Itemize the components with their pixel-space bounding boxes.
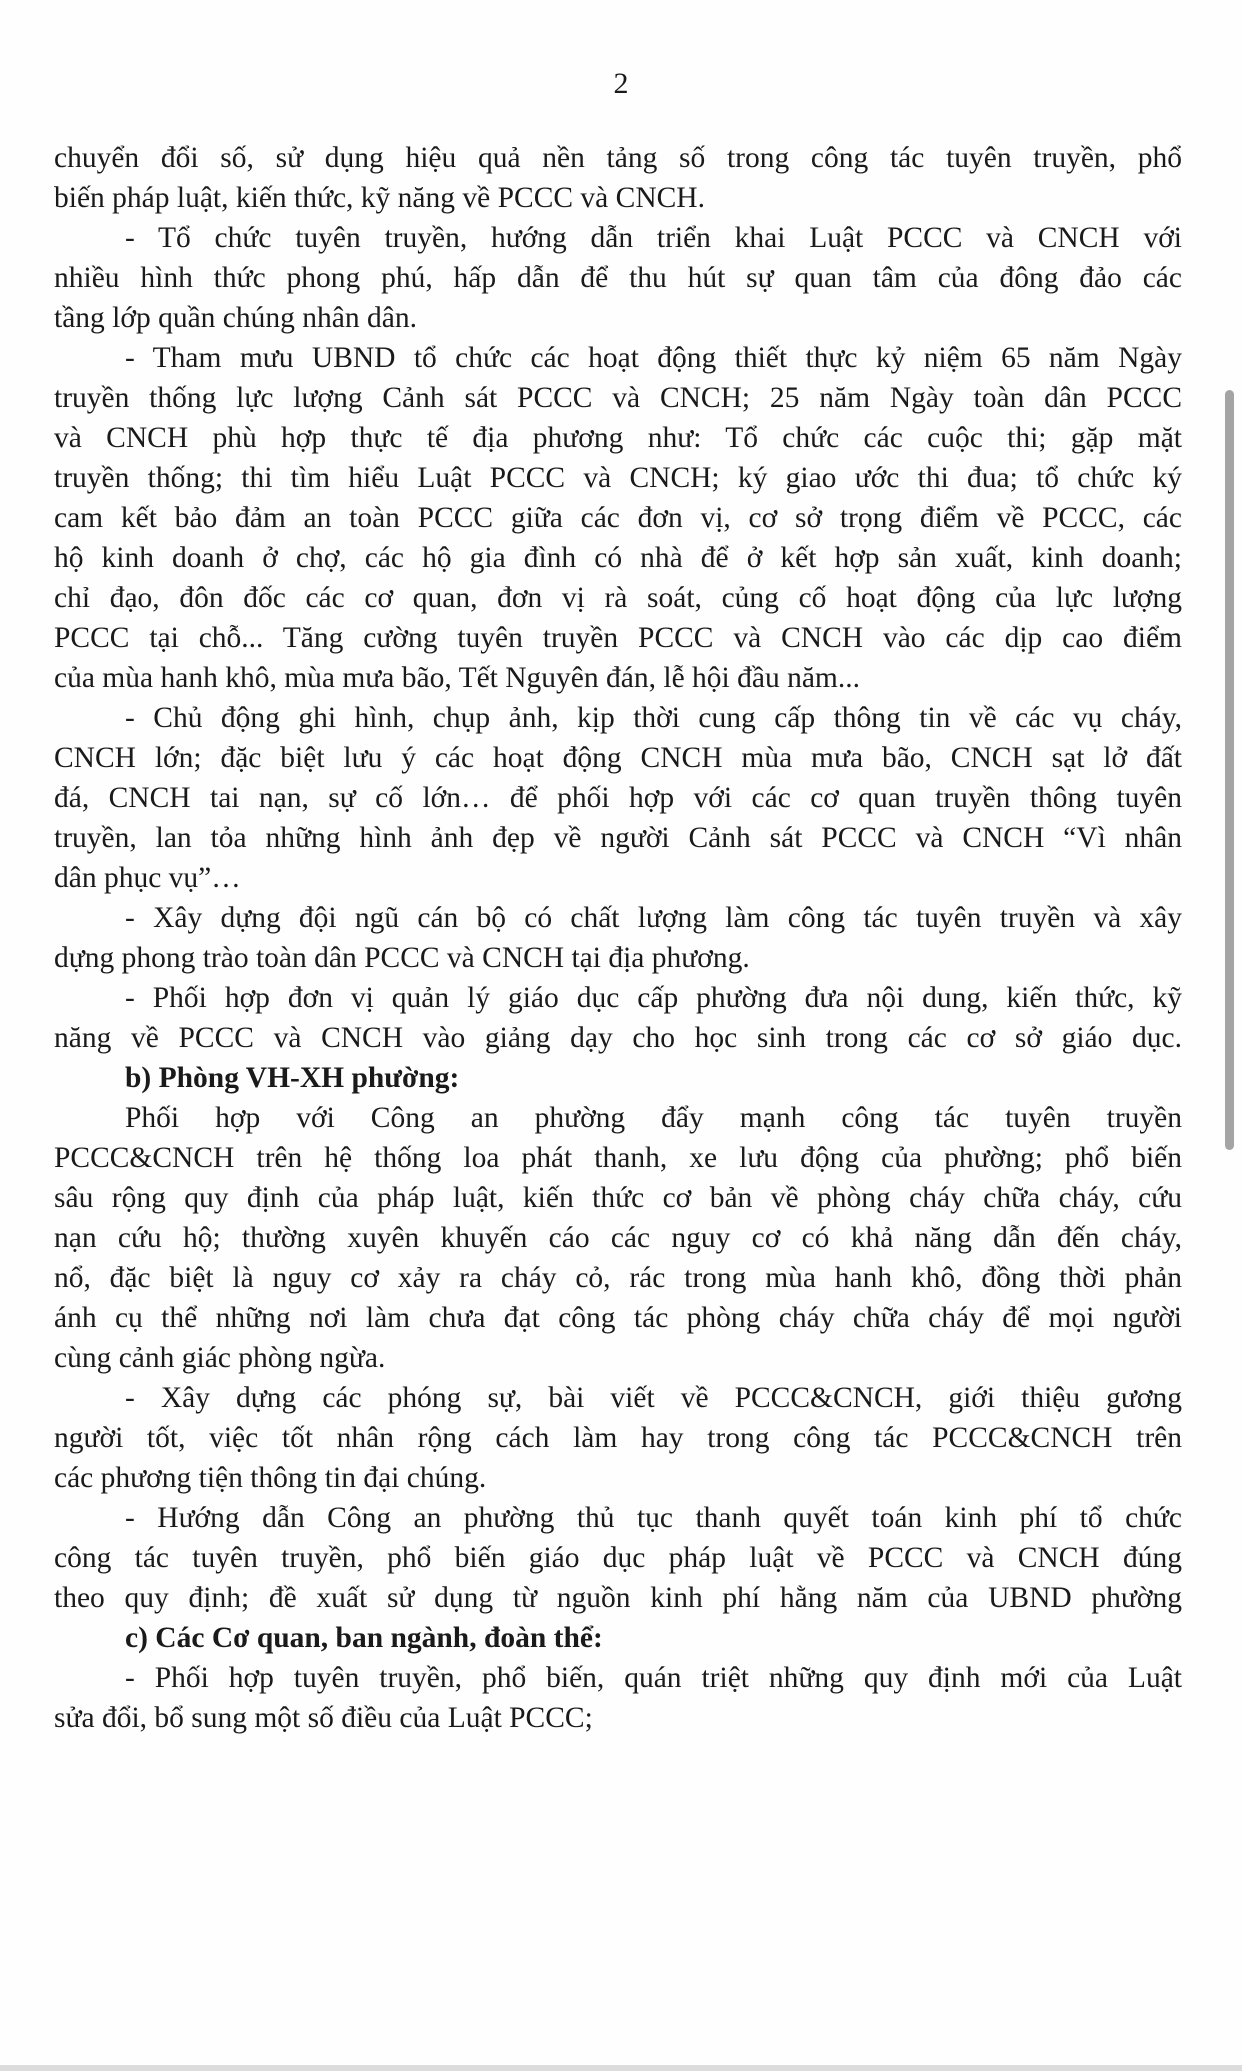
text-line: biến pháp luật, kiến thức, kỹ năng về PCCC và CNCH. (54, 182, 705, 214)
text-line: truyền thống lực lượng Cảnh sát PCCC và CNCH; 25 năm Ngày toàn dân PCCC (54, 382, 1182, 414)
text-line: cùng cảnh giác phòng ngừa. (54, 1342, 386, 1374)
text-line: công tác tuyên truyền, phổ biến giáo dục pháp luật về PCCC và CNCH đúng (54, 1542, 1182, 1574)
text-line: chuyển đổi số, sử dụng hiệu quả nền tảng số trong công tác tuyên truyền, phổ (54, 142, 1182, 174)
text-line: - Xây dựng đội ngũ cán bộ có chất lượng làm công tác tuyên truyền và xây (125, 902, 1182, 934)
text-line: sâu rộng quy định của pháp luật, kiến thức cơ bản về phòng cháy chữa cháy, cứu (54, 1182, 1182, 1214)
text-line: PCCC tại chỗ... Tăng cường tuyên truyền PCCC và CNCH vào các dịp cao điểm (54, 622, 1182, 654)
text-line: năng về PCCC và CNCH vào giảng dạy cho học sinh trong các cơ sở giáo dục. (54, 1022, 1182, 1054)
section-heading: b) Phòng VH-XH phường: (125, 1062, 460, 1094)
text-line: cam kết bảo đảm an toàn PCCC giữa các đơn vị, cơ sở trọng điểm về PCCC, các (54, 502, 1182, 534)
text-line: ánh cụ thể những nơi làm chưa đạt công tác phòng cháy chữa cháy để mọi người (54, 1302, 1182, 1334)
text-line: nổ, đặc biệt là nguy cơ xảy ra cháy cỏ, rác trong mùa hanh khô, đồng thời phản (54, 1262, 1182, 1294)
text-line: nhiều hình thức phong phú, hấp dẫn để thu hút sự quan tâm của đông đảo các (54, 262, 1182, 294)
text-line: truyền, lan tỏa những hình ảnh đẹp về người Cảnh sát PCCC và CNCH “Vì nhân (54, 822, 1182, 854)
text-line: nạn cứu hộ; thường xuyên khuyến cáo các nguy cơ có khả năng dẫn đến cháy, (54, 1222, 1182, 1254)
text-line: tầng lớp quần chúng nhân dân. (54, 302, 417, 334)
text-line: của mùa hanh khô, mùa mưa bão, Tết Nguyên đán, lễ hội đầu năm... (54, 662, 860, 694)
text-line: - Xây dựng các phóng sự, bài viết về PCCC&CNCH, giới thiệu gương (125, 1382, 1182, 1414)
section-heading: c) Các Cơ quan, ban ngành, đoàn thể: (125, 1622, 603, 1654)
text-line: PCCC&CNCH trên hệ thống loa phát thanh, xe lưu động của phường; phổ biến (54, 1142, 1182, 1174)
text-line: đá, CNCH tai nạn, sự cố lớn… để phối hợp với các cơ quan truyền thông tuyên (54, 782, 1182, 814)
text-line: dân phục vụ”… (54, 862, 241, 894)
text-line: sửa đổi, bổ sung một số điều của Luật PCCC; (54, 1702, 593, 1734)
text-line: Phối hợp với Công an phường đẩy mạnh công tác tuyên truyền (125, 1102, 1182, 1134)
text-line: - Hướng dẫn Công an phường thủ tục thanh quyết toán kinh phí tổ chức (125, 1502, 1182, 1534)
text-line: CNCH lớn; đặc biệt lưu ý các hoạt động CNCH mùa mưa bão, CNCH sạt lở đất (54, 742, 1182, 774)
text-line: - Phối hợp tuyên truyền, phổ biến, quán triệt những quy định mới của Luật (125, 1662, 1182, 1694)
bottom-edge-strip (0, 2065, 1242, 2071)
text-line: - Phối hợp đơn vị quản lý giáo dục cấp phường đưa nội dung, kiến thức, kỹ (125, 982, 1182, 1014)
text-line: hộ kinh doanh ở chợ, các hộ gia đình có nhà để ở kết hợp sản xuất, kinh doanh; (54, 542, 1182, 574)
text-line: truyền thống; thi tìm hiểu Luật PCCC và CNCH; ký giao ước thi đua; tổ chức ký (54, 462, 1182, 494)
vertical-scrollbar[interactable] (1225, 390, 1234, 1150)
text-line: các phương tiện thông tin đại chúng. (54, 1462, 487, 1494)
text-line: và CNCH phù hợp thực tế địa phương như: Tổ chức các cuộc thi; gặp mặt (54, 422, 1182, 454)
text-line: dựng phong trào toàn dân PCCC và CNCH tại địa phương. (54, 942, 750, 974)
text-line: - Tổ chức tuyên truyền, hướng dẫn triển khai Luật PCCC và CNCH với (125, 222, 1182, 254)
text-line: - Tham mưu UBND tổ chức các hoạt động thiết thực kỷ niệm 65 năm Ngày (125, 342, 1182, 374)
text-line: chỉ đạo, đôn đốc các cơ quan, đơn vị rà soát, củng cố hoạt động của lực lượng (54, 582, 1182, 614)
page-number: 2 (613, 67, 629, 100)
text-line: người tốt, việc tốt nhân rộng cách làm hay trong công tác PCCC&CNCH trên (54, 1422, 1182, 1454)
text-line: theo quy định; đề xuất sử dụng từ nguồn kinh phí hằng năm của UBND phường (54, 1582, 1182, 1614)
document-body (54, 138, 1182, 1738)
text-line: - Chủ động ghi hình, chụp ảnh, kịp thời cung cấp thông tin về các vụ cháy, (125, 702, 1182, 734)
